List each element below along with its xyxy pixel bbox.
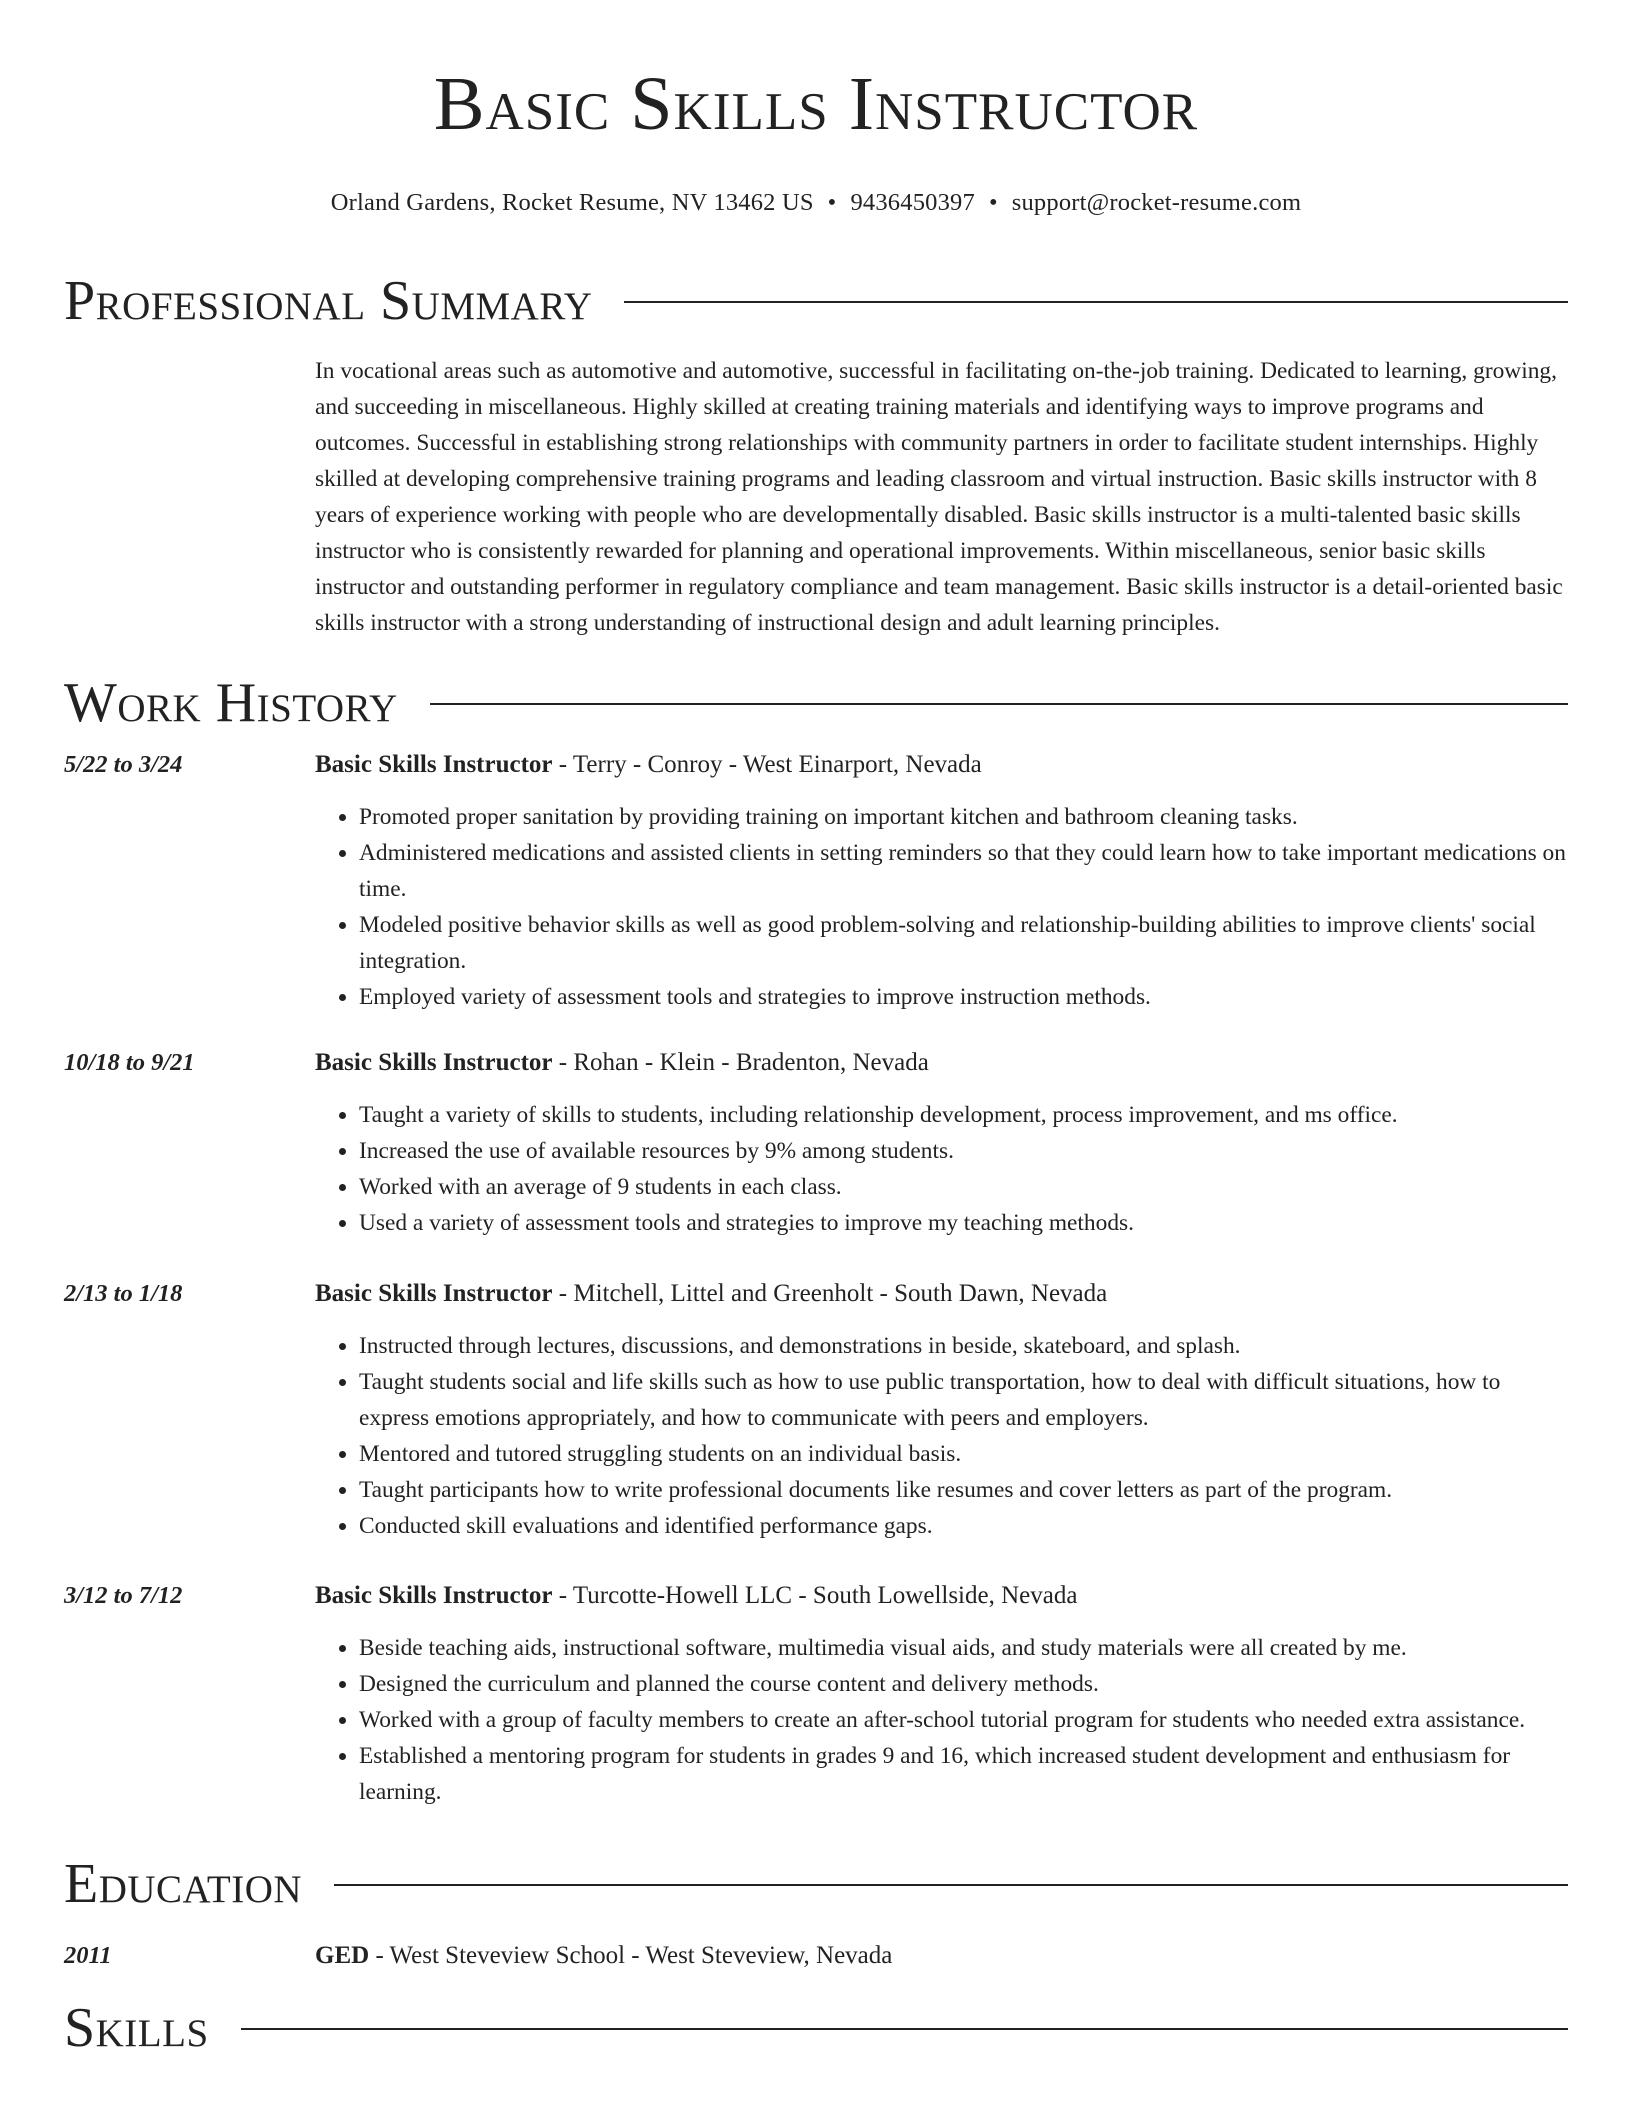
- list-item: • Promoted proper sanitation by providing training on important kitchen and bathroom cleaning tasks.: [359, 799, 1568, 835]
- job-entry: [64, 1276, 1568, 1544]
- job-bullets: [315, 1097, 1568, 1241]
- job-title-line: [315, 1276, 1568, 1312]
- list-item: • Taught students social and life skills such as how to use public transportation, how to deal with difficult situations, how to express emotions appropriately, and how to communicate with peers and employers.: [359, 1364, 1568, 1436]
- list-item: • Used a variety of assessment tools and strategies to improve my teaching methods.: [359, 1205, 1568, 1241]
- job-title-line: [315, 1045, 1568, 1081]
- list-item: • Administered medications and assisted clients in setting reminders so that they could learn how to take important medications on time.: [359, 835, 1568, 907]
- list-item: • Mentored and tutored struggling students on an individual basis.: [359, 1436, 1568, 1472]
- section-title-work: Work History: [64, 672, 398, 734]
- list-item: • Taught participants how to write professional documents like resumes and cover letters as part of the program.: [359, 1472, 1568, 1508]
- candidate-name: Basic Skills Instructor: [433, 62, 1199, 146]
- summary-section-header: [64, 269, 1568, 333]
- section-title-summary: Professional Summary: [64, 270, 593, 332]
- section-title-skills: Skills: [64, 1997, 209, 2059]
- education-body: [315, 1938, 892, 1974]
- email: support@rocket-resume.com: [1011, 189, 1302, 216]
- job-role: Basic Skills Instructor: [315, 1049, 553, 1076]
- job-employer: - Rohan - Klein - Bradenton, Nevada: [552, 1049, 929, 1076]
- job-title-line: [315, 747, 1568, 783]
- list-item: • Worked with a group of faculty members to create an after-school tutorial program for students who needed extra assistance.: [359, 1702, 1568, 1738]
- education-degree: GED: [315, 1942, 370, 1969]
- separator-dot: •: [988, 189, 998, 216]
- job-dates: 3/12 to 7/12: [64, 1582, 183, 1609]
- list-item: • Employed variety of assessment tools and strategies to improve instruction methods.: [359, 979, 1568, 1015]
- job-entry: [64, 747, 1568, 1015]
- list-item: • Conducted skill evaluations and identified performance gaps.: [359, 1508, 1568, 1544]
- address: Orland Gardens, Rocket Resume, NV 13462 US: [330, 189, 814, 216]
- job-role: Basic Skills Instructor: [315, 751, 553, 778]
- list-item: • Designed the curriculum and planned the course content and delivery methods.: [359, 1666, 1568, 1702]
- job-employer: - Terry - Conroy - West Einarport, Nevada: [552, 751, 982, 778]
- section-divider: [430, 703, 1568, 705]
- job-dates: 2/13 to 1/18: [64, 1280, 183, 1307]
- list-item: • Taught a variety of skills to students, including relationship development, process improvement, and ms office.: [359, 1097, 1568, 1133]
- education-year: 2011: [64, 1942, 112, 1969]
- list-item: • Increased the use of available resources by 9% among students.: [359, 1133, 1568, 1169]
- job-role: Basic Skills Instructor: [315, 1582, 553, 1609]
- list-item: • Modeled positive behavior skills as well as good problem-solving and relationship-building abilities to improve clients' social integration.: [359, 907, 1568, 979]
- job-body: [315, 747, 1568, 1015]
- job-body: [315, 1045, 1568, 1241]
- job-bullets: [315, 799, 1568, 1015]
- work-section-header: [64, 671, 1568, 735]
- job-employer: - Turcotte-Howell LLC - South Lowellside, Nevada: [552, 1582, 1078, 1609]
- job-dates: 5/22 to 3/24: [64, 751, 183, 778]
- section-title-education: Education: [64, 1853, 303, 1915]
- list-item: • Established a mentoring program for students in grades 9 and 16, which increased student development and enthusiasm for learning.: [359, 1738, 1568, 1810]
- list-item: • Instructed through lectures, discussions, and demonstrations in beside, skateboard, and splash.: [359, 1328, 1568, 1364]
- job-body: [315, 1578, 1568, 1810]
- list-item: • Worked with an average of 9 students in each class.: [359, 1169, 1568, 1205]
- summary-text: In vocational areas such as automotive and automotive, successful in facilitating on-the-job training. Dedicated to learning, growing, and succeeding in miscellaneous. Highly skilled at creating training materials and identifying ways to improve programs and outcomes. Successful in establishing strong relationships with community partners in order to facilitate student internships. Highly skilled at developing comprehensive training programs and leading classroom and virtual instruction. Basic skills instructor with 8 years of experience working with people who are developmentally disabled. Basic skills instructor is a multi-talented basic skills instructor who is consistently rewarded for planning and operational improvements. Within miscellaneous, senior basic skills instructor and outstanding performer in regulatory compliance and team management. Basic skills instructor is a detail-oriented basic skills instructor with a strong understanding of instructional design and adult learning principles.: [315, 358, 1563, 636]
- skills-section-header: [64, 1996, 1568, 2060]
- job-dates: 10/18 to 9/21: [64, 1049, 195, 1076]
- job-employer: - Mitchell, Littel and Greenholt - South Dawn, Nevada: [552, 1280, 1108, 1307]
- job-title-line: [315, 1578, 1568, 1614]
- list-item: • Beside teaching aids, instructional software, multimedia visual aids, and study materials were all created by me.: [359, 1630, 1568, 1666]
- education-entry: [64, 1938, 1568, 1974]
- job-bullets: [315, 1630, 1568, 1810]
- separator-dot: •: [827, 189, 837, 216]
- job-entry: [64, 1578, 1568, 1810]
- education-section-header: [64, 1852, 1568, 1916]
- contact-line: [64, 187, 1568, 219]
- job-entry: [64, 1045, 1568, 1241]
- section-divider: [334, 1884, 1568, 1886]
- section-divider: [624, 301, 1568, 303]
- job-bullets: [315, 1328, 1568, 1544]
- section-divider: [241, 2028, 1568, 2030]
- job-body: [315, 1276, 1568, 1544]
- education-school: - West Steveview School - West Steveview, Nevada: [369, 1942, 893, 1969]
- phone: 9436450397: [850, 189, 975, 216]
- job-role: Basic Skills Instructor: [315, 1280, 553, 1307]
